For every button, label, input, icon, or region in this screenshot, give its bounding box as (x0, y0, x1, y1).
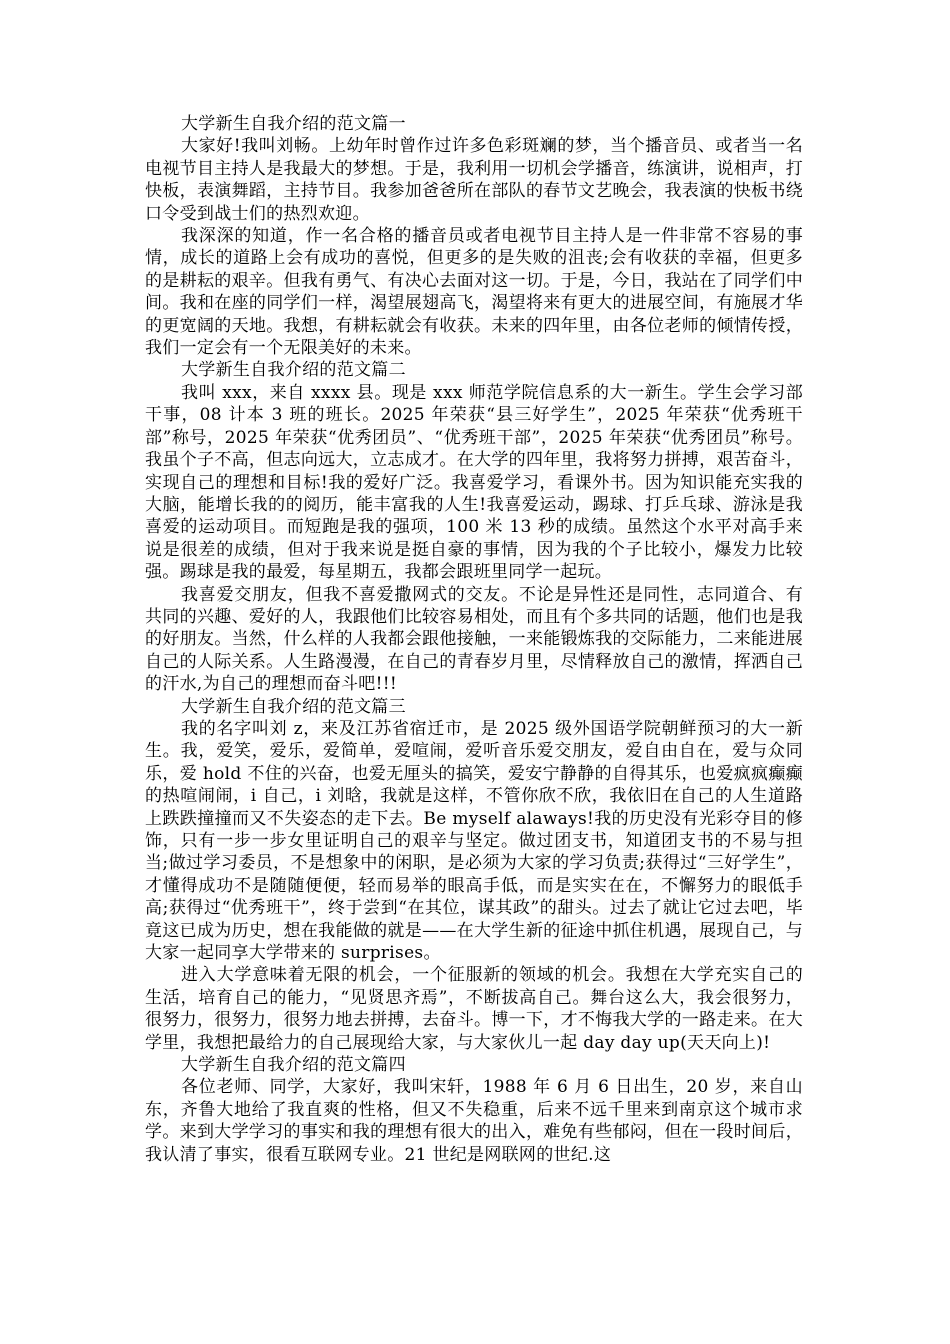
paragraph: 我叫 xxx，来自 xxxx 县。现是 xxx 师范学院信息系的大一新生。学生会学习部干事，08 计本 3 班的班长。2025 年荣获“县三好学生”，2025 年荣获“优秀班干部”称号，2025 年荣获“优秀团员”、“优秀班干部”，2025 年荣获“优秀团员”称号。我虽个子不高，但志向远大，立志成才。在大学的四年里，我将努力拼搏，艰苦奋斗，实现自己的理想和目标!我的爱好广泛。我喜爱学习，看课外书。因为知识能充实我的大脑，能增长我的的阅历，能丰富我的人生!我喜爱运动，踢球、打乒乓球、游泳是我喜爱的运动项目。而短跑是我的强项，100 米 13 秒的成绩。虽然这个水平对高手来说是很差的成绩，但对于我来说是挺自豪的事情，因为我的个子比较小，爆发力比较强。踢球是我的最爱，每星期五，我都会跟班里同学一起玩。 (145, 382, 803, 583)
paragraph: 我喜爱交朋友，但我不喜爱撒网式的交友。不论是异性还是同性，志同道合、有共同的兴趣、爱好的人，我跟他们比较容易相处，而且有个多共同的话题，他们也是我的好朋友。当然，什么样的人我都会跟他接触，一来能锻炼我的交际能力，二来能进展自己的人际关系。人生路漫漫，在自己的青春岁月里，尽情释放自己的激情，挥洒自己的汗水,为自己的理想而奋斗吧!!! (145, 584, 803, 695)
essay-section-1 (145, 113, 803, 359)
paragraph: 进入大学意味着无限的机会，一个征服新的领域的机会。我想在大学充实自己的生活，培育自己的能力，“见贤思齐焉”，不断拔高自己。舞台这么大，我会很努力，很努力，很努力，很努力地去拼搏，去奋斗。博一下，才不悔我大学的一路走来。在大学里，我想把最给力的自己展现给大家，与大家伙儿一起 day day up(天天向上)! (145, 965, 803, 1053)
section-title: 大学新生自我介绍的范文篇一 (181, 114, 406, 134)
essay-section-4 (145, 1054, 803, 1166)
section-title: 大学新生自我介绍的范文篇四 (181, 1055, 406, 1076)
essay-section-2 (145, 359, 803, 695)
paragraph: 我的名字叫刘 z，来及江苏省宿迁市，是 2025 级外国语学院朝鲜预习的大一新生。我，爱笑，爱乐，爱简单，爱喧闹，爱听音乐爱交朋友，爱自由自在，爱与众同乐，爱 hold 不住的兴奋，也爱无厘头的搞笑，爱安宁静静的自得其乐，也爱疯疯癫癫的热喧闹闹，i 自己，i 刘晗，我就是这样，不管你欣不欣，我依旧在自己的人生道路上跌跌撞撞而又不失姿态的走下去。Be myself alaways!我的历史没有光彩夺目的修饰，只有一步一步女里证明自己的艰辛与坚定。做过团支书，知道团支书的不易与担当;做过学习委员，不是想象中的闲职，是必须为大家的学习负责;获得过“三好学生”，才懂得成功不是随随便便，轻而易举的眼高手低，而是实实在在，不懈努力的眼低手高;获得过“优秀班干”，终于尝到“在其位，谋其政”的甜头。过去了就让它过去吧，毕竟这已成为历史，想在我能做的就是——在大学生新的征途中抓住机遇，展现自己，与大家一起同享大学带来的 surprises。 (145, 718, 803, 964)
paragraph: 各位老师、同学，大家好，我叫宋轩，1988 年 6 月 6 日出生，20 岁，来自山东，齐鲁大地给了我直爽的性格，但又不失稳重，后来不远千里来到南京这个城市求学。来到大学学习的事实和我的理想有很大的出入，难免有些郁闷，但在一段时间后，我认清了事实，很看互联网专业。21 世纪是网联网的世纪.这 (145, 1077, 803, 1165)
paragraph: 大家好!我叫刘畅。上幼年时曾作过许多色彩斑斓的梦，当个播音员、或者当一名电视节目主持人是我最大的梦想。于是，我利用一切机会学播音，练演讲，说相声，打快板，表演舞蹈，主持节目。我参加爸爸所在部队的春节文艺晚会，我表演的快板书绕口令受到战士们的热烈欢迎。 (145, 136, 803, 224)
section-title: 大学新生自我介绍的范文篇三 (181, 696, 406, 717)
section-title: 大学新生自我介绍的范文篇二 (181, 360, 406, 381)
essay-section-3 (145, 696, 803, 1055)
paragraph: 我深深的知道，作一名合格的播音员或者电视节目主持人是一件非常不容易的事情，成长的道路上会有成功的喜悦，但更多的是失败的沮丧;会有收获的幸福，但更多的是耕耘的艰辛。但我有勇气、有决心去面对这一切。于是，今日，我站在了同学们中间。我和在座的同学们一样，渴望展翅高飞，渴望将来有更大的进展空间，有施展才华的更宽阔的天地。我想，有耕耘就会有收获。未来的四年里，由各位老师的倾情传授，我们一定会有一个无限美好的未来。 (145, 226, 803, 359)
document-body (145, 113, 803, 1166)
